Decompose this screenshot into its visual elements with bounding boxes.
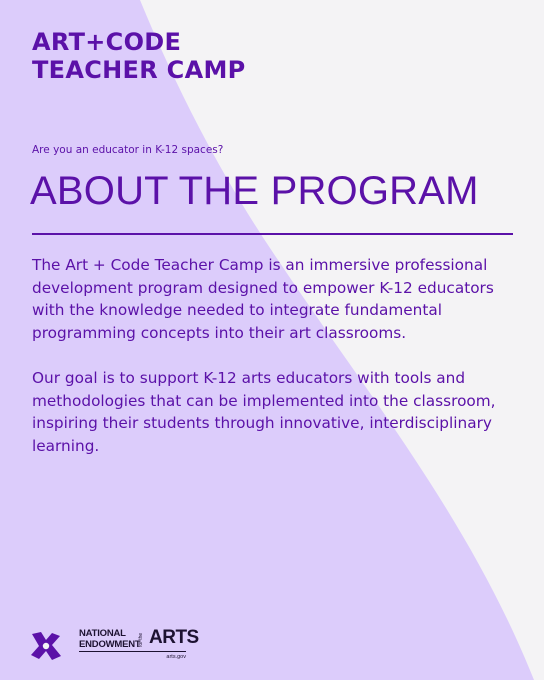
brand-title [32, 28, 246, 84]
nea-for-the: for the [138, 632, 144, 648]
section-title: ABOUT THE PROGRAM [30, 169, 479, 213]
eyebrow-question: Are you an educator in K-12 spaces? [32, 144, 224, 156]
nea-wordmark-left [79, 629, 141, 650]
nea-national: NATIONAL [79, 628, 126, 639]
nea-logo [79, 627, 199, 663]
description-paragraph-1: The Art + Code Teacher Camp is an immersive professional development program designed to empower K-12 educators with the knowledge needed to integrate fundamental programming concepts into their art classrooms. [32, 256, 494, 342]
program-description [32, 254, 517, 480]
nea-arts: ARTS [149, 627, 199, 648]
description-paragraph-2: Our goal is to support K-12 arts educators with tools and methodologies that can be implemented into the classroom, inspiring their students through innovative, interdisciplinary learning. [32, 369, 496, 455]
title-divider [32, 233, 513, 235]
nea-rule [79, 651, 186, 652]
nea-endowment: ENDOWMENT [79, 638, 141, 650]
nea-url: arts.gov [166, 654, 186, 660]
brand-title-line-2: TEACHER CAMP [32, 56, 246, 84]
brand-title-line-1: ART+CODE [32, 28, 182, 56]
purple-x-mark-icon [30, 631, 62, 661]
